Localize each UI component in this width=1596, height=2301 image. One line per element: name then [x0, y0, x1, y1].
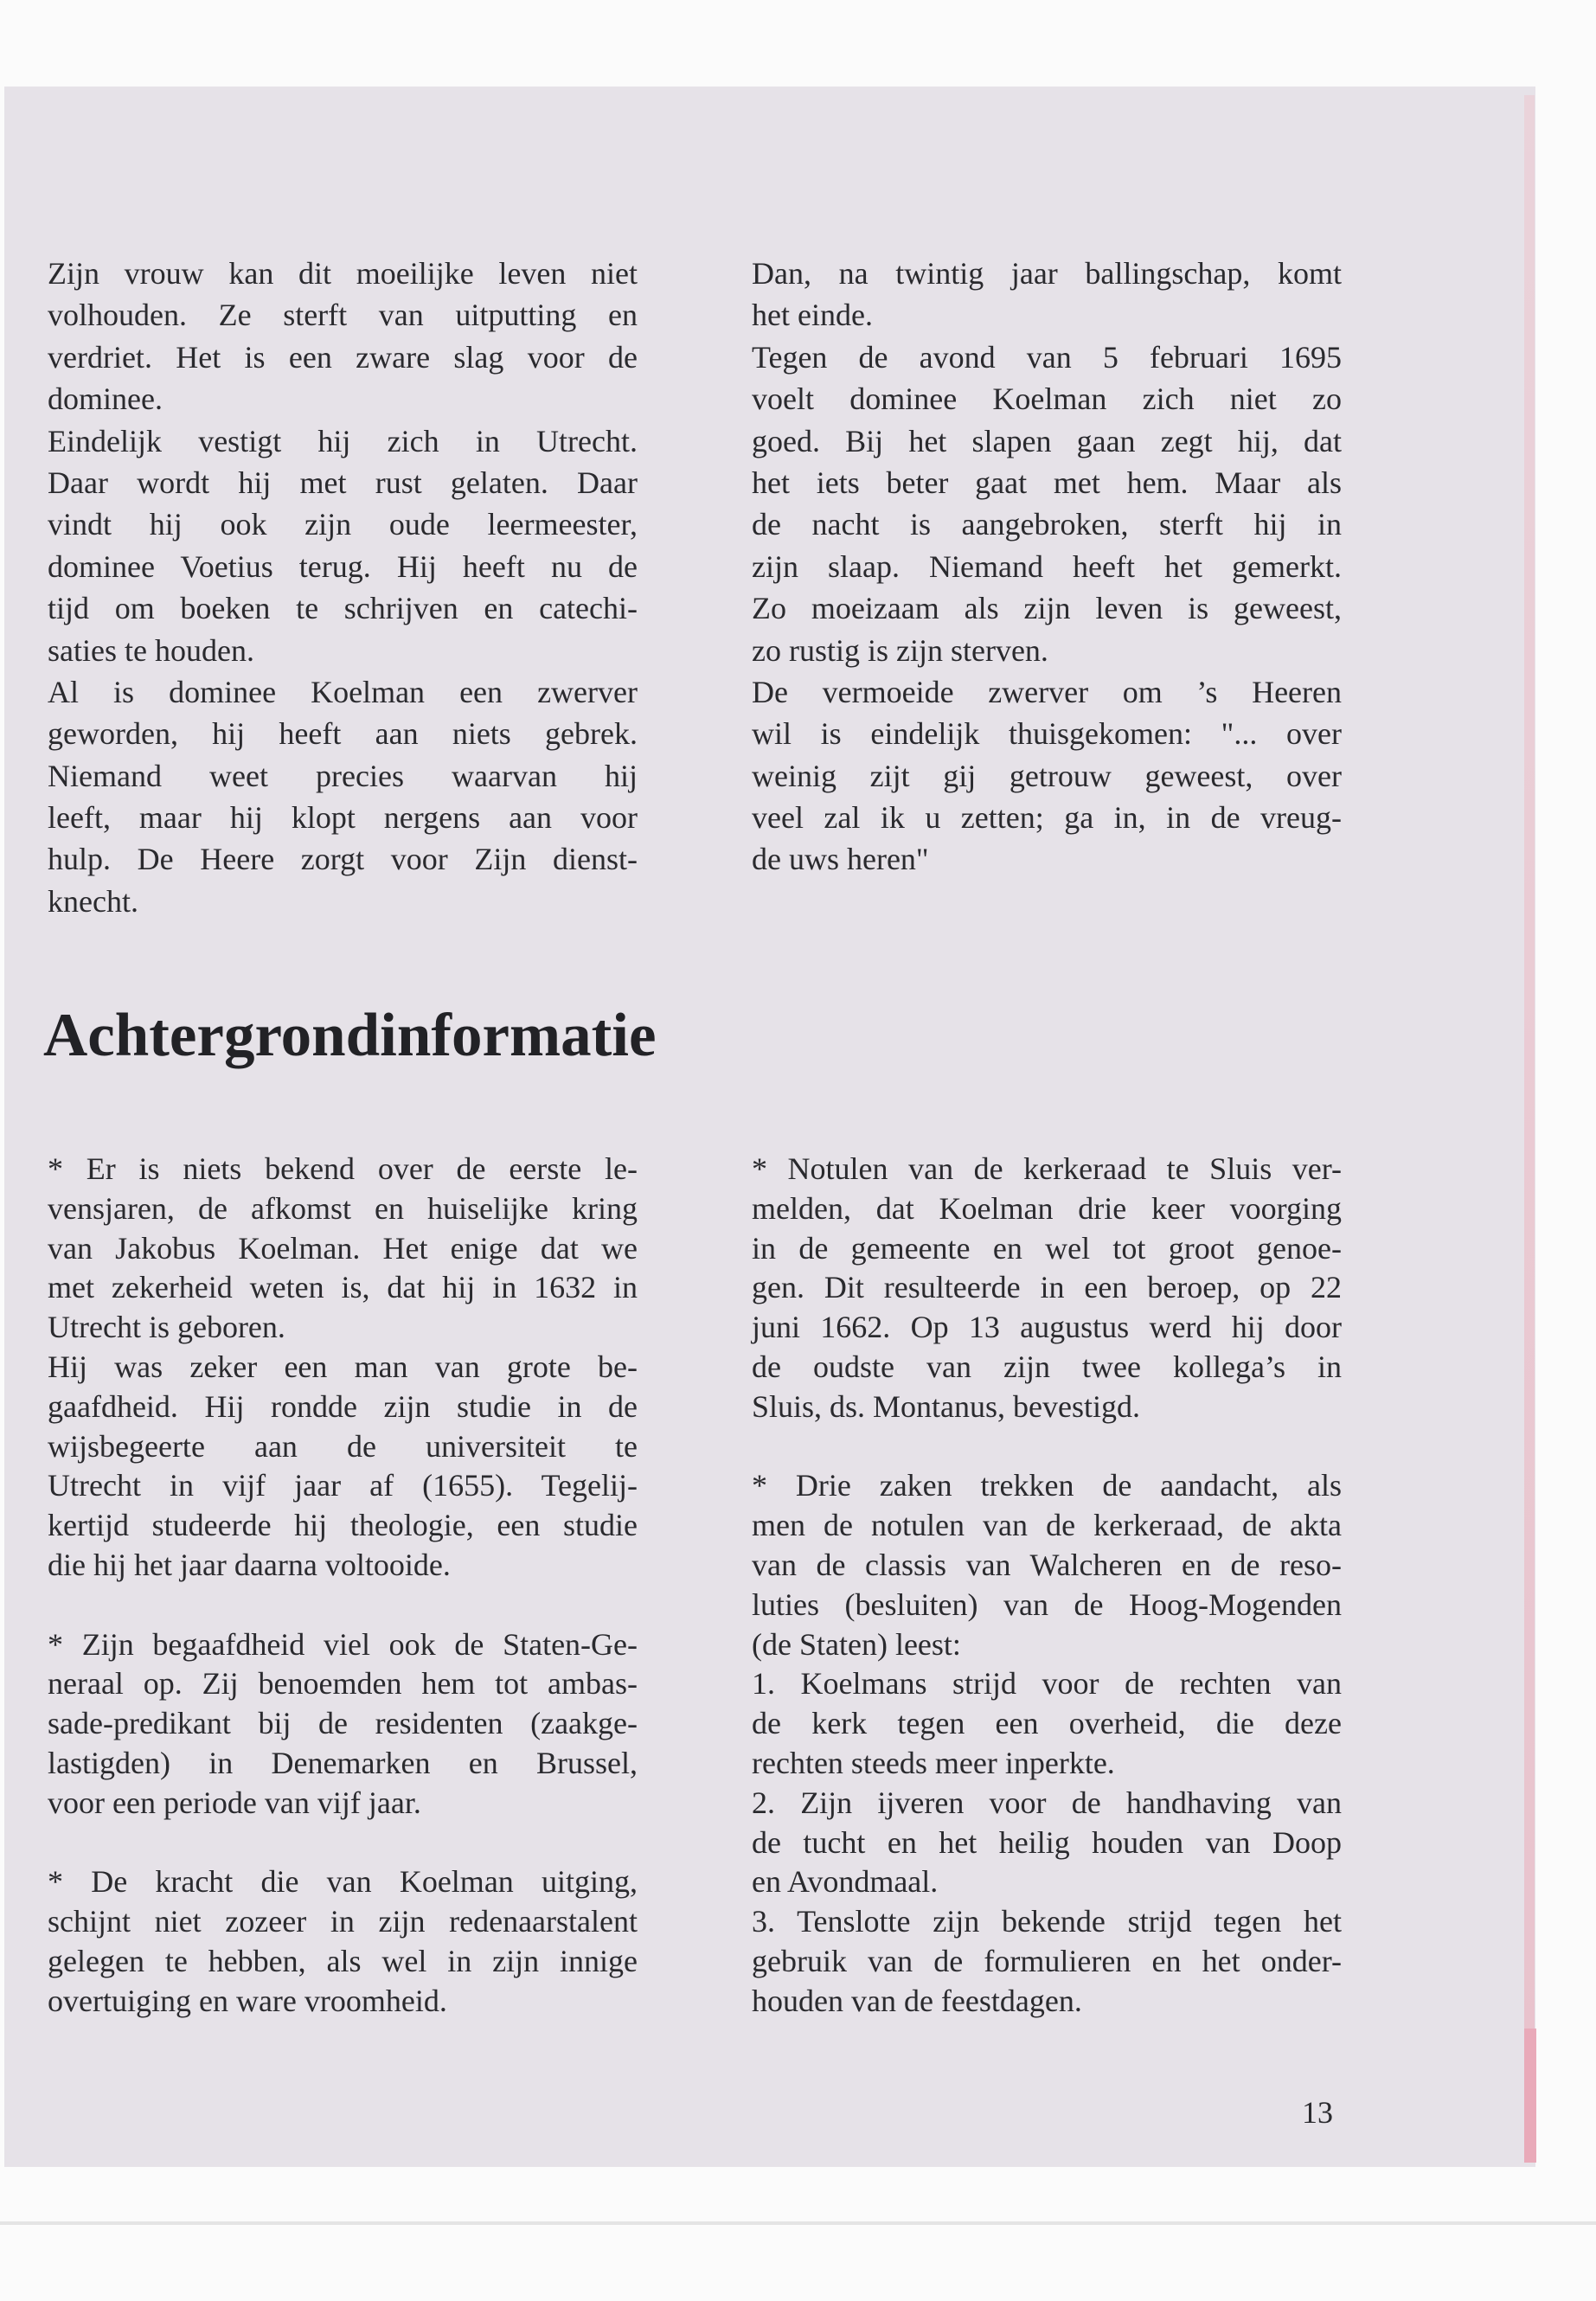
text-line: zijn slaap. Niemand heeft het gemerkt. — [752, 548, 1342, 584]
text-line: dominee Voetius terug. Hij heeft nu de — [48, 548, 638, 584]
paragraph — [48, 1348, 638, 1586]
text-line: luties (besluiten) van de Hoog-Mogenden — [752, 1586, 1342, 1622]
text-line: het einde. — [752, 298, 873, 333]
text-line: 2. Zijn ijveren voor de handhaving van — [752, 1785, 1342, 1820]
text-line: overtuiging en ware vroomheid. — [48, 1983, 447, 2018]
text-line: de kerk tegen een overheid, die deze — [752, 1706, 1342, 1741]
text-line: sade-predikant bij de residenten (zaakge- — [48, 1706, 638, 1741]
text-line: Niemand weet precies waarvan hij — [48, 758, 638, 793]
text-line: geworden, hij heeft aan niets gebrek. — [48, 716, 638, 752]
text-line: houden van de feestdagen. — [752, 1983, 1082, 2018]
text-line: voor een periode van vijf jaar. — [48, 1785, 421, 1820]
text-line: Sluis, ds. Montanus, bevestigd. — [752, 1388, 1141, 1424]
text-line: Daar wordt hij met rust gelaten. Daar — [48, 465, 638, 500]
paragraph — [48, 1150, 638, 1348]
text-line: 3. Tenslotte zijn bekende strijd tegen het — [752, 1904, 1342, 1939]
text-line: Eindelijk vestigt hij zich in Utrecht. — [48, 423, 638, 458]
text-line: * Er is niets bekend over de eerste le- — [48, 1151, 638, 1186]
text-line: rechten steeds meer inperkte. — [752, 1745, 1115, 1780]
page-edge — [1524, 95, 1535, 2163]
text-line: gen. Dit resulteerde in een beroep, op 22 — [752, 1270, 1342, 1305]
text-line: volhouden. Ze sterft van uitputting en — [48, 298, 638, 333]
text-line: Tegen de avond van 5 februari 1695 — [752, 339, 1342, 375]
paragraph — [752, 253, 1342, 336]
text-line: * De kracht die van Koelman uitging, — [48, 1864, 638, 1900]
text-line: * Drie zaken trekken de aandacht, als — [752, 1468, 1342, 1503]
text-line: goed. Bij het slapen gaan zegt hij, dat — [752, 423, 1342, 458]
paragraph — [752, 671, 1342, 881]
text-line: van Jakobus Koelman. Het enige dat we — [48, 1230, 638, 1266]
paragraph — [752, 1466, 1342, 1664]
text-line: leeft, maar hij klopt nergens aan voor — [48, 800, 638, 836]
text-line: wijsbegeerte aan de universiteit te — [48, 1428, 638, 1464]
text-line: met zekerheid weten is, dat hij in 1632 in — [48, 1270, 638, 1305]
text-line: * Notulen van de kerkeraad te Sluis ver- — [752, 1151, 1342, 1186]
text-line: dominee. — [48, 381, 163, 417]
text-line: men de notulen van de kerkeraad, de akta — [752, 1508, 1342, 1543]
text-line: Zo moeizaam als zijn leven is geweest, — [752, 591, 1342, 626]
text-line: de tucht en het heilig houden van Doop — [752, 1824, 1342, 1860]
text-line: tijd om boeken te schrijven en catechi- — [48, 591, 638, 626]
text-line: de oudste van zijn twee kollega’s in — [752, 1349, 1342, 1384]
text-line: de nacht is aangebroken, sterft hij in — [752, 507, 1342, 542]
text-line: in de gemeente en wel tot groot genoe- — [752, 1230, 1342, 1266]
text-line: vensjaren, de afkomst en huiselijke kring — [48, 1190, 638, 1226]
text-line: het iets beter gaat met hem. Maar als — [752, 465, 1342, 500]
text-line: wil is eindelijk thuisgekomen: "... over — [752, 716, 1342, 752]
page-number: 13 — [1302, 2095, 1333, 2130]
text-line: (de Staten) leest: — [752, 1626, 961, 1662]
paragraph — [48, 1625, 638, 1823]
text-line: Zijn vrouw kan dit moeilijke leven niet — [48, 256, 638, 291]
text-line: vindt hij ook zijn oude leermeester, — [48, 507, 638, 542]
paragraph — [752, 1902, 1342, 2021]
text-line: neraal op. Zij benoemden hem tot ambas- — [48, 1666, 638, 1702]
section-heading: Achtergrondinformatie — [43, 1002, 657, 1069]
text-line: voelt dominee Koelman zich niet zo — [752, 381, 1342, 417]
text-line: * Zijn begaafdheid viel ook de Staten-Ge- — [48, 1626, 638, 1662]
text-line: hulp. De Heere zorgt voor Zijn dienst- — [48, 842, 638, 877]
text-line: veel zal ik u zetten; ga in, in de vreug- — [752, 800, 1342, 836]
text-line: knecht. — [48, 883, 138, 919]
paragraph — [752, 1784, 1342, 1902]
paragraph — [752, 1150, 1342, 1427]
text-line: verdriet. Het is een zware slag voor de — [48, 339, 638, 375]
text-line: zo rustig is zijn sterven. — [752, 632, 1048, 668]
text-line: De vermoeide zwerver om ’s Heeren — [752, 674, 1342, 709]
right-column-bottom — [752, 1150, 1342, 2022]
text-line: gelegen te hebben, als wel in zijn innige — [48, 1943, 638, 1978]
text-line: schijnt niet zozeer in zijn redenaarstalent — [48, 1904, 638, 1939]
text-line: gaafdheid. Hij rondde zijn studie in de — [48, 1388, 638, 1424]
paragraph — [48, 671, 638, 922]
text-line: melden, dat Koelman drie keer voorging — [752, 1190, 1342, 1226]
left-column-bottom — [48, 1150, 638, 2022]
paragraph — [48, 253, 638, 420]
paragraph — [48, 1862, 638, 2021]
text-line: en Avondmaal. — [752, 1864, 939, 1900]
text-line: Dan, na twintig jaar ballingschap, komt — [752, 256, 1342, 291]
text-line: weinig zijt gij getrouw geweest, over — [752, 758, 1342, 793]
text-line: lastigden) in Denemarken en Brussel, — [48, 1745, 638, 1780]
text-line: 1. Koelmans strijd voor de rechten van — [752, 1666, 1342, 1702]
text-line: die hij het jaar daarna voltooide. — [48, 1547, 451, 1582]
text-line: gebruik van de formulieren en het onder- — [752, 1943, 1342, 1978]
text-line: van de classis van Walcheren en de reso- — [752, 1547, 1342, 1582]
page-edge-marker — [1524, 2029, 1536, 2163]
text-line: Utrecht in vijf jaar af (1655). Tegelij- — [48, 1468, 638, 1503]
paragraph — [752, 336, 1342, 671]
text-line: juni 1662. Op 13 augustus werd hij door — [752, 1310, 1342, 1345]
text-line: Al is dominee Koelman een zwerver — [48, 674, 638, 709]
text-line: Hij was zeker een man van grote be- — [48, 1349, 638, 1384]
scan-border — [0, 2221, 1596, 2225]
paragraph — [48, 420, 638, 671]
paragraph — [752, 1664, 1342, 1783]
text-line: saties te houden. — [48, 632, 254, 668]
text-line: kertijd studeerde hij theologie, een studie — [48, 1508, 638, 1543]
right-column-top — [752, 253, 1342, 881]
text-line: de uws heren" — [752, 842, 929, 877]
left-column-top — [48, 253, 638, 922]
text-line: Utrecht is geboren. — [48, 1310, 285, 1345]
